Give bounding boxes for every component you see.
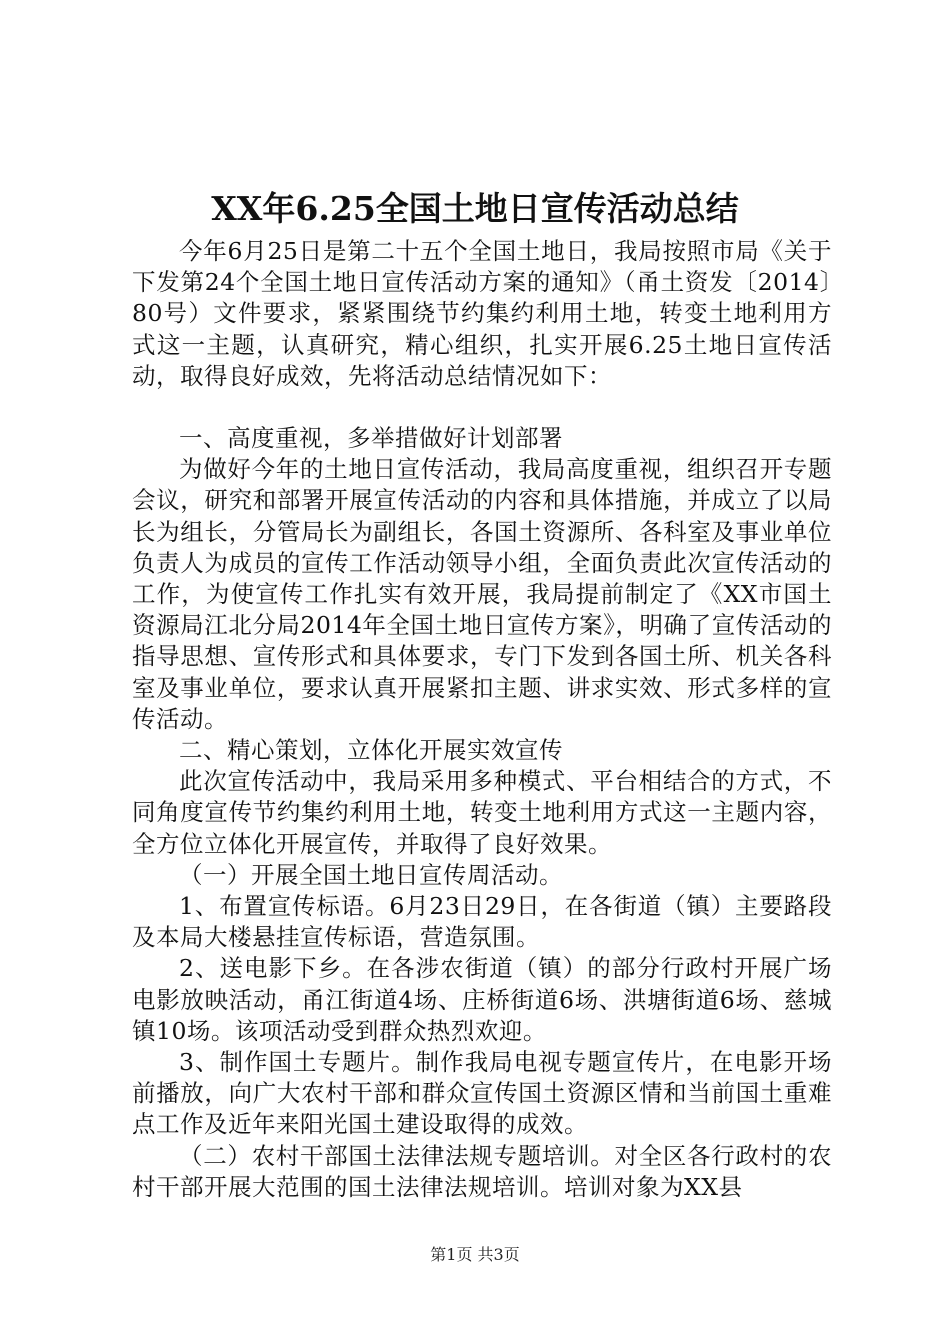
paragraph-item-3: 3、制作国土专题片。制作我局电视专题宣传片，在电影开场前播放，向广大农村干部和群众宣传国土资源区情和当前国土重难点工作及近年来阳光国土建设取得的成效。 [132,1048,832,1139]
paragraph-item-2: 2、送电影下乡。在各涉农街道（镇）的部分行政村开展广场电影放映活动，甬江街道4场、庄桥街道6场、洪塘街道6场、慈城镇10场。该项活动受到群众热烈欢迎。 [132,954,832,1045]
page-footer: 第1页 共3页 [430,1245,520,1264]
paragraph-item-1: 1、布置宣传标语。6月23日29日，在各街道（镇）主要路段及本局大楼悬挂宣传标语，营造氛围。 [132,892,832,952]
paragraph-section-2: 此次宣传活动中，我局采用多种模式、平台相结合的方式，不同角度宣传节约集约利用土地，转变土地利用方式这一主题内容，全方位立体化开展宣传，并取得了良好效果。 [132,767,832,858]
subsection-heading-1: （一）开展全国土地日宣传周活动。 [179,860,563,889]
document-body [132,236,832,1203]
paragraph-intro: 今年6月25日是第二十五个全国土地日，我局按照市局《关于下发第24个全国土地日宣传活动方案的通知》（甬土资发〔2014〕80号）文件要求，紧紧围绕节约集约利用土地，转变土地利用方式这一主题，认真研究，精心组织，扎实开展6.25土地日宣传活动，取得良好成效，先将活动总结情况如下： [132,237,832,390]
paragraph-section-1: 为做好今年的土地日宣传活动，我局高度重视，组织召开专题会议，研究和部署开展宣传活动的内容和具体措施，并成立了以局长为组长，分管局长为副组长，各国土资源所、各科室及事业单位负责人为成员的宣传工作活动领导小组，全面负责此次宣传活动的工作，为使宣传工作扎实有效开展，我局提前制定了《XX市国土资源局江北分局2014年全国土地日宣传方案》，明确了宣传活动的指导思想、宣传形式和具体要求，专门下发到各国土所、机关各科室及事业单位，要求认真开展紧扣主题、讲求实效、形式多样的宣传活动。 [132,455,832,733]
section-heading-2: 二、精心策划，立体化开展实效宣传 [179,736,563,765]
section-heading-1: 一、高度重视，多举措做好计划部署 [179,424,563,453]
paragraph-subsection-2: （二）农村干部国土法律法规专题培训。对全区各行政村的农村干部开展大范围的国土法律法规培训。培训对象为XX县 [132,1141,832,1201]
document-title: XX年6.25全国土地日宣传活动总结 [211,189,739,228]
